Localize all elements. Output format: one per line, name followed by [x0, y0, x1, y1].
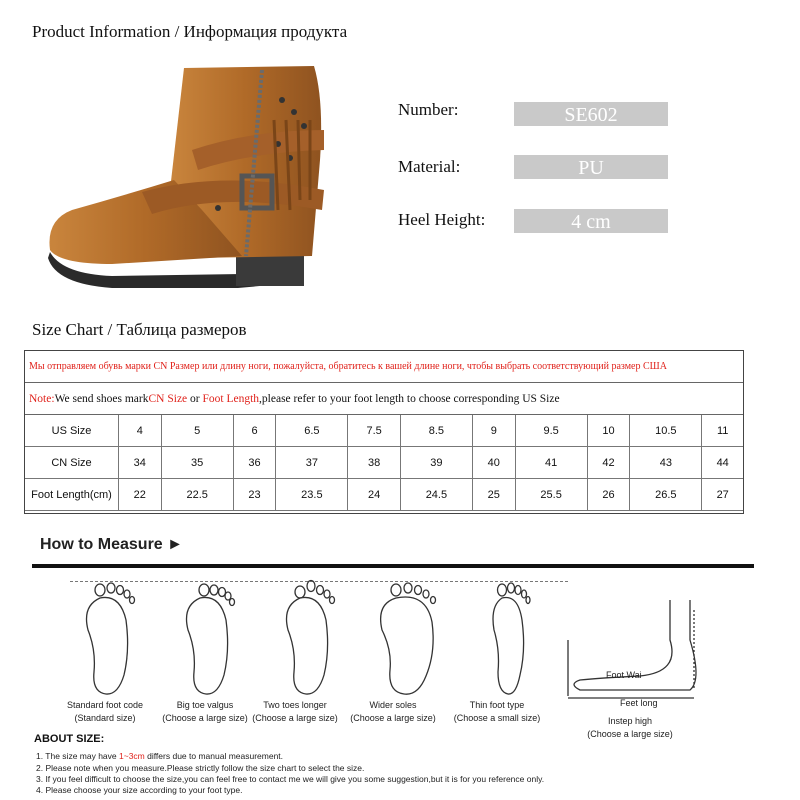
size-cell: 8.5 — [400, 415, 472, 447]
spec-label-number: Number: — [398, 100, 459, 119]
foot-illustrations — [40, 580, 770, 708]
big-toe-valgus-icon — [187, 584, 235, 694]
foot-caption-two-toes: Two toes longer (Choose a large size) — [252, 700, 338, 723]
thin-foot-icon — [493, 583, 530, 694]
two-toes-longer-icon — [287, 581, 335, 695]
size-cell: 39 — [400, 447, 472, 479]
foot-caption-wider-soles: Wider soles (Choose a large size) — [350, 700, 436, 723]
size-grid — [25, 415, 743, 511]
size-cell: 24.5 — [400, 479, 472, 511]
spec-label-heel-height: Heel Height: — [398, 210, 486, 229]
size-row-label: US Size — [25, 415, 119, 447]
spec-value-material: PU — [514, 155, 668, 179]
spec-value-number: SE602 — [514, 102, 668, 126]
size-row — [25, 479, 743, 511]
size-cell: 23.5 — [276, 479, 348, 511]
boot-image — [42, 60, 342, 300]
size-cell: 9.5 — [515, 415, 587, 447]
foot-wai-label: Foot Wai — [606, 670, 642, 680]
note-text-1: We send shoes mark — [54, 392, 149, 405]
spec-label-material: Material: — [398, 157, 461, 176]
size-cell: 11 — [702, 415, 743, 447]
spec-value-heel-height: 4 cm — [514, 209, 668, 233]
feet-long-label: Feet long — [620, 698, 658, 708]
size-cell: 41 — [515, 447, 587, 479]
size-cell: 40 — [472, 447, 515, 479]
size-cell: 4 — [119, 415, 162, 447]
size-cell: 43 — [630, 447, 702, 479]
size-cell: 22 — [119, 479, 162, 511]
size-cell: 36 — [233, 447, 276, 479]
size-cell: 10.5 — [630, 415, 702, 447]
size-cell: 37 — [276, 447, 348, 479]
note-cn-size: CN Size — [148, 392, 188, 405]
about-line-3: 3. If you feel difficult to choose the size,you can feel free to contact me we will give you some suggestion,but it is for you reference only. — [36, 774, 545, 784]
size-cell: 34 — [119, 447, 162, 479]
foot-caption-standard: Standard foot code (Standard size) — [66, 700, 144, 723]
size-row-label: Foot Length(cm) — [25, 479, 119, 511]
note-or: or — [187, 392, 203, 405]
about-size-title: ABOUT SIZE: — [34, 733, 105, 745]
size-row — [25, 415, 743, 447]
how-to-measure-title: How to Measure ► — [40, 536, 183, 553]
about-line-1: 1. The size may have 1~3cm differs due to manual measurement. — [36, 751, 284, 761]
russian-notice: Мы отправляем обувь марки CN Размер или длину ноги, пожалуйста, обратитесь к вашей длине ноги, чтобы выбрать соответствующий размер США — [25, 351, 743, 383]
about-line-4: 4. Please choose your size according to your foot type. — [36, 785, 243, 795]
size-cell: 38 — [348, 447, 400, 479]
size-cell: 7.5 — [348, 415, 400, 447]
foot-caption-instep-high: Instep high (Choose a large size) — [587, 716, 673, 739]
standard-foot-icon — [87, 583, 135, 694]
english-note — [25, 383, 743, 415]
size-chart-title: Size Chart / Таблица размеров — [32, 320, 247, 339]
foot-caption-thin-foot: Thin foot type (Choose a small size) — [453, 700, 541, 723]
size-cell: 26 — [587, 479, 630, 511]
side-foot-icon — [568, 600, 696, 698]
size-cell: 26.5 — [630, 479, 702, 511]
size-cell: 22.5 — [161, 479, 233, 511]
foot-caption-big-toe: Big toe valgus (Choose a large size) — [162, 700, 248, 723]
size-row-label: CN Size — [25, 447, 119, 479]
size-cell: 6.5 — [276, 415, 348, 447]
size-table — [24, 350, 744, 514]
size-cell: 35 — [161, 447, 233, 479]
section-divider — [32, 564, 754, 568]
size-cell: 5 — [161, 415, 233, 447]
size-cell: 10 — [587, 415, 630, 447]
note-foot-length: Foot Length — [202, 392, 260, 405]
size-cell: 9 — [472, 415, 515, 447]
note-prefix: Note: — [29, 392, 55, 405]
size-cell: 24 — [348, 479, 400, 511]
size-cell: 44 — [702, 447, 743, 479]
product-info-title: Product Information / Информация продукта — [32, 22, 348, 41]
about-line-2: 2. Please note when you measure.Please strictly follow the size chart to select the size. — [36, 763, 365, 773]
size-cell: 23 — [233, 479, 276, 511]
size-cell: 42 — [587, 447, 630, 479]
size-cell: 27 — [702, 479, 743, 511]
size-cell: 25.5 — [515, 479, 587, 511]
wider-soles-icon — [381, 583, 436, 694]
size-cell: 6 — [233, 415, 276, 447]
note-text-2: ,please refer to your foot length to choose corresponding US Size — [259, 392, 560, 405]
size-cell: 25 — [472, 479, 515, 511]
size-row — [25, 447, 743, 479]
